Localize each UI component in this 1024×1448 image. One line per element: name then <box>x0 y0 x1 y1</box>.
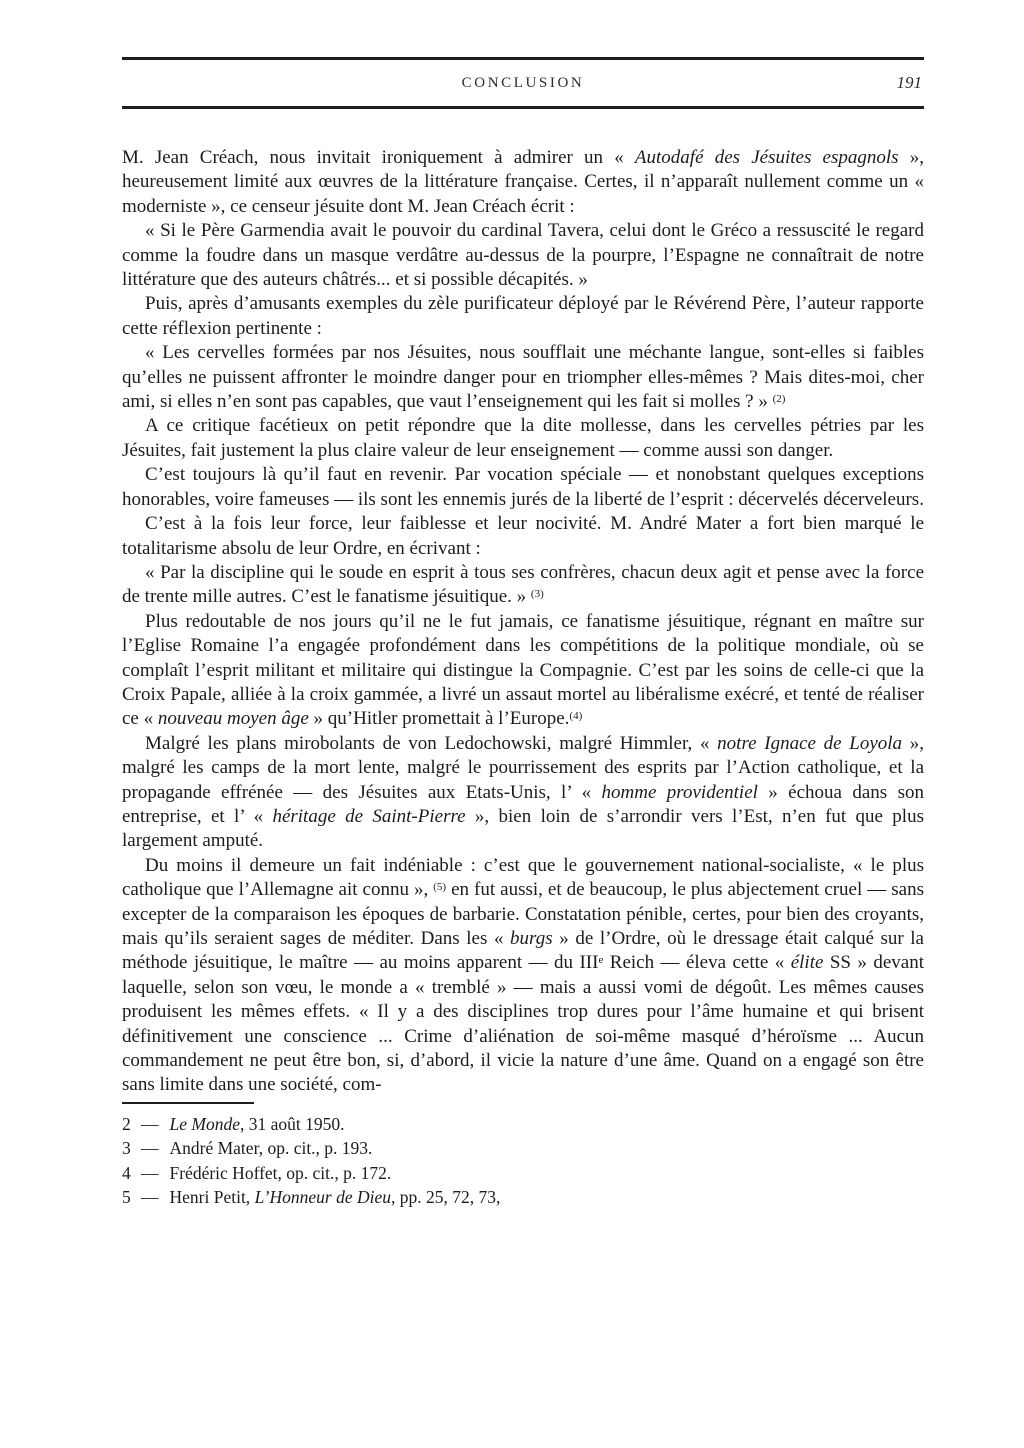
text-run: André Mater, op. cit., p. 193. <box>169 1138 373 1159</box>
paragraph <box>122 732 924 854</box>
italic-text: L’Honneur de Dieu <box>254 1187 391 1208</box>
footnote-dash: — <box>141 1162 159 1183</box>
footnote-number: 3 <box>122 1138 131 1159</box>
page-number: 191 <box>896 73 922 92</box>
paragraph <box>122 146 924 219</box>
text-run: , pp. 25, 72, 73, <box>390 1187 501 1208</box>
text-run: », malgré les camps de la mort lente, malgré le pourrissement des esprits par l’Action catholique, et la propagande effrénée — des Jésuites aux Etats-Unis, l’ « <box>122 732 925 803</box>
footnote-reference: (2) <box>772 393 786 406</box>
paragraph <box>122 219 924 292</box>
text-run: A ce critique facétieux on petit répondre que la dite mollesse, dans les cervelles pétries par les Jésuites, fait justement la plus claire valeur de leur enseignement — comme aussi son danger. <box>122 415 924 461</box>
paragraph <box>122 414 924 463</box>
italic-text: notre Ignace de Loyola <box>717 732 903 754</box>
italic-text: nouveau moyen âge <box>157 708 309 730</box>
paragraph <box>122 292 924 341</box>
text-run: Henri Petit, <box>169 1187 255 1208</box>
footnote-number: 4 <box>122 1162 131 1183</box>
italic-text: héritage de Saint-Pierre <box>272 805 466 827</box>
text-run: SS » devant laquelle, selon son vœu, le monde a « tremblé » — mais a aussi vomi de dégoût. Les mêmes causes produisent les mêmes effets. « Il y a des disciplines trop dures pour l’âme humaine et qui brisent définitivement une conscience ... Crime d’aliénation de soi-même masqué d’héroïsme ... Aucun commandement ne peut être bon, si, d’abord, il vicie la nature d’une âme. Quand on a engagé son être sans limite dans une société, com- <box>122 952 924 1096</box>
footnote-separator <box>122 1102 254 1104</box>
text-run: « Si le Père Garmendia avait le pouvoir du cardinal Tavera, celui dont le Gréco a ressuscité le regard comme la foudre dans un masque verdâtre au-dessus de la pourpre, l’Espagne ne connaîtrait de notre littérature que des auteurs châtrés... et si possible décapités. » <box>122 220 924 291</box>
text-run: M. Jean Créach, nous invitait ironiquement à admirer un « <box>122 147 635 168</box>
text-run: », bien loin de s’arrondir vers l’Est, n’en fut que plus largement amputé. <box>122 805 924 852</box>
footnote-reference: (3) <box>530 588 544 601</box>
text-run: Frédéric Hoffet, op. cit., p. 172. <box>169 1162 392 1183</box>
running-header <box>122 60 924 106</box>
text-run: Du moins il demeure un fait indéniable : c’est que le gouvernement national-socialiste, « le plus catholique que l’Allemagne ait connu », <box>122 854 924 901</box>
text-run: en fut aussi, et de beaucoup, le plus abjectement cruel — sans excepter de la comparaison les époques de barbarie. Constatation pénible, certes, pour bien des croyants, mais qu’ils seraient sages de méditer. Dans les « <box>122 879 924 949</box>
paragraph <box>122 854 924 1098</box>
footnote-dash: — <box>141 1138 159 1159</box>
footnote-number: 2 <box>122 1113 131 1134</box>
text-run: Malgré les plans mirobolants de von Ledochowski, malgré Himmler, « <box>145 732 718 754</box>
footnote-reference: (5) <box>433 881 447 894</box>
text-run: Reich — éleva cette « <box>603 952 791 974</box>
italic-text: Le Monde <box>169 1113 240 1134</box>
header-rule-bottom <box>122 106 924 109</box>
text-run: Plus redoutable de nos jours qu’il ne le fut jamais, ce fanatisme jésuitique, régnant en maître sur l’Eglise Romaine l’a engagée profondément dans les compétitions de la politique mondiale, où se complaît l’esprit militant et militaire qui distingue la Compagnie. C’est par les soins de celle-ci que la Croix Papale, alliée à la croix gammée, a livré un assaut mortel au libéralisme exécré, et tenté de réaliser ce « <box>122 610 924 730</box>
paragraph <box>122 463 924 512</box>
paragraph <box>122 341 924 414</box>
italic-text: Autodafé des Jésuites espagnols <box>634 147 899 168</box>
text-run: « Par la discipline qui le soude en esprit à tous ses confrères, chacun deux agit et pense avec la force de trente mille autres. C’est le fanatisme jésuitique. » <box>122 561 924 608</box>
footnote-number: 5 <box>122 1187 131 1208</box>
footnotes-list <box>122 1112 924 1210</box>
footnote <box>122 1112 924 1136</box>
footnote <box>122 1161 924 1185</box>
body-paragraphs <box>122 146 924 1098</box>
footnote <box>122 1136 924 1160</box>
footnote-reference: (4) <box>569 710 583 723</box>
italic-text: élite <box>790 952 824 974</box>
italic-text: homme providentiel <box>601 781 758 803</box>
running-header-title: CONCLUSION <box>461 74 585 91</box>
text-run: » qu’Hitler promettait à l’Europe. <box>308 708 570 730</box>
footnote-dash: — <box>141 1113 159 1134</box>
text-run: Puis, après d’amusants exemples du zèle purificateur déployé par le Révérend Père, l’auteur rapporte cette réflexion pertinente : <box>122 293 924 339</box>
text-run: » échoua dans son entreprise, et l’ « <box>122 781 924 827</box>
text-run: C’est à la fois leur force, leur faiblesse et leur nocivité. M. André Mater a fort bien marqué le totalitarisme absolu de leur Ordre, en écrivant : <box>122 513 924 559</box>
italic-text: burgs <box>510 928 553 949</box>
page-content <box>122 57 924 1209</box>
footnote-reference: e <box>598 954 604 967</box>
text-run: », heureusement limité aux œuvres de la littérature française. Certes, il n’apparaît nullement comme un « moderniste », ce censeur jésuite dont M. Jean Créach écrit : <box>122 147 925 217</box>
footnote <box>122 1185 924 1209</box>
paragraph <box>122 561 924 610</box>
paragraph <box>122 512 924 561</box>
text-run: » de l’Ordre, où le dressage était calqué sur la méthode jésuitique, le maître — au moins apparent — du III <box>122 928 924 974</box>
text-run: C’est toujours là qu’il faut en revenir. Par vocation spéciale — et nonobstant quelques exceptions honorables, voire fameuses — ils sont les ennemis jurés de la liberté de l’esprit : décervelés décerveleurs. <box>122 464 924 510</box>
footnote-dash: — <box>141 1187 159 1208</box>
text-run: « Les cervelles formées par nos Jésuites, nous soufflait une méchante langue, sont-elles si faibles qu’elles ne puissent affronter le moindre danger pour en triompher elles-mêmes ? Mais dites-moi, cher ami, si elles n’en sont pas capables, que vaut l’enseignement qui les fait si molles ? » <box>122 342 924 413</box>
paragraph <box>122 610 924 732</box>
text-run: , 31 août 1950. <box>239 1113 345 1134</box>
